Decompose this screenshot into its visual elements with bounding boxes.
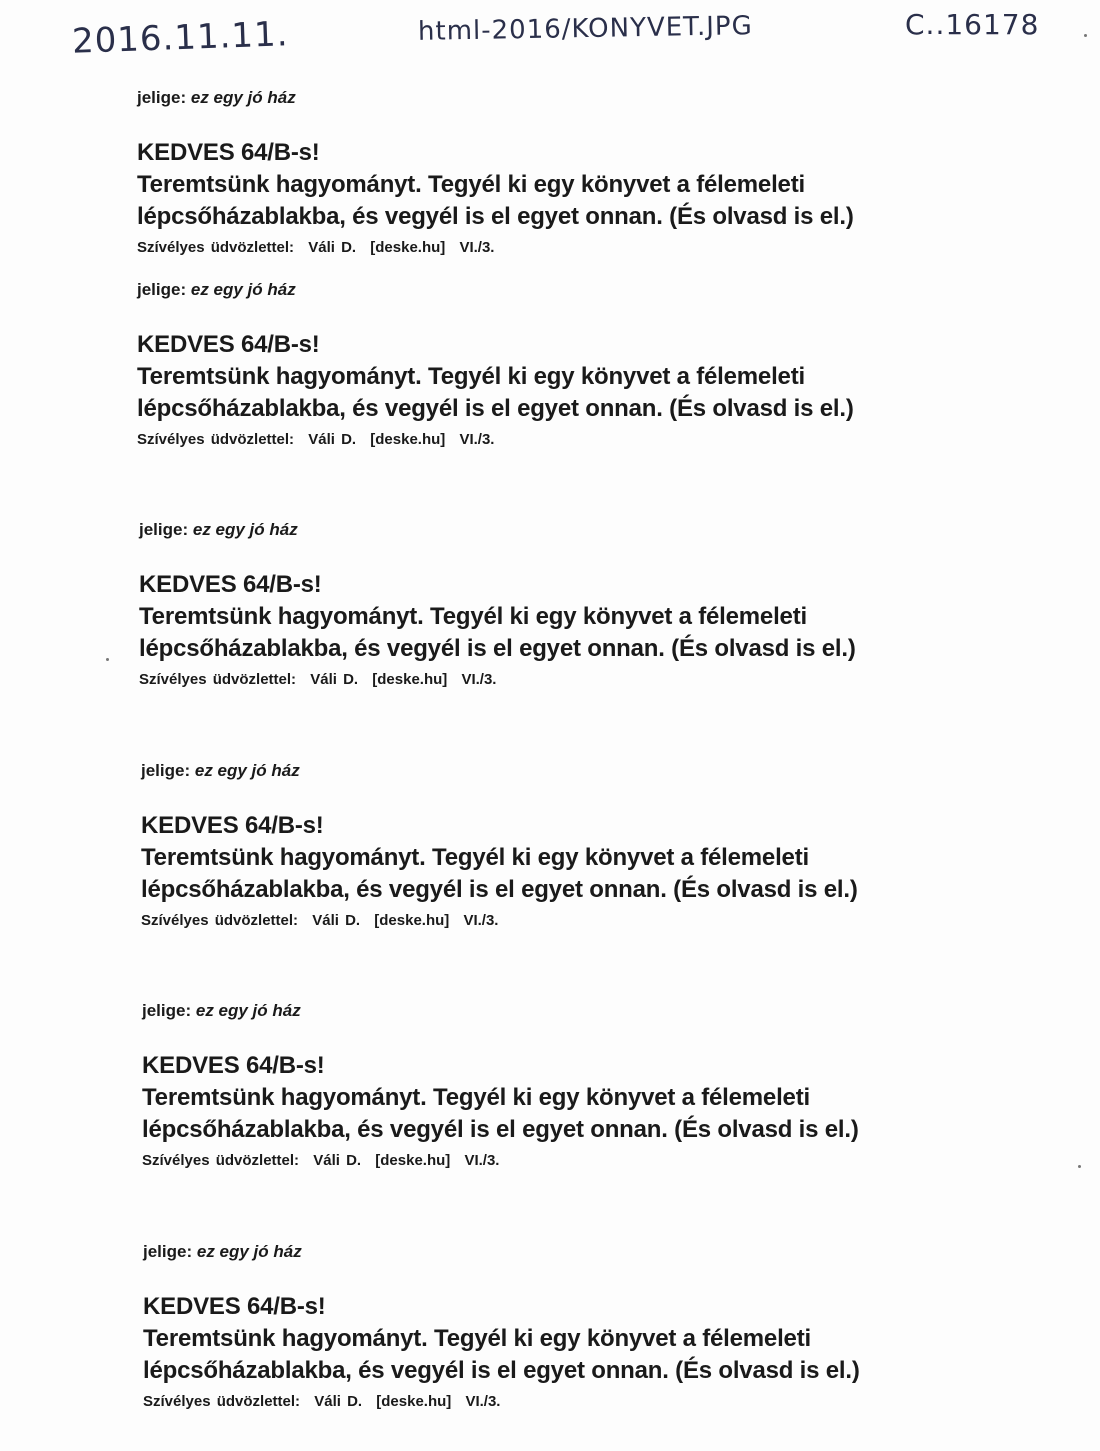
signature-address: VI./3. [463, 912, 499, 929]
body-line-2: lépcsőházablakba, és vegyél is el egyet onnan. (És olvasd is el.) [143, 1357, 860, 1384]
body-line-1: Teremtsünk hagyományt. Tegyél ki egy könyvet a félemeleti [139, 603, 807, 630]
motto-value: ez egy jó ház [192, 520, 298, 539]
motto-line [139, 520, 899, 542]
notice-block [142, 1001, 902, 1172]
notice-block [139, 520, 899, 691]
greeting: KEDVES 64/B-s! [143, 1293, 326, 1320]
body-line-1: Teremtsünk hagyományt. Tegyél ki egy könyvet a félemeleti [137, 363, 805, 390]
motto-label: jelige: [137, 88, 187, 107]
signature-line [137, 237, 897, 259]
handwritten-filename: html-2016/KONYVET.JPG [417, 11, 753, 47]
body-line-1: Teremtsünk hagyományt. Tegyél ki egy könyvet a félemeleti [141, 844, 809, 871]
greeting: KEDVES 64/B-s! [137, 331, 320, 358]
motto-line [141, 761, 901, 783]
signature-line [137, 429, 897, 451]
signature-line [139, 669, 899, 691]
signature-label: Szívélyes üdvözlettel: [142, 1152, 300, 1169]
motto-value: ez egy jó ház [195, 1001, 301, 1020]
scan-speck [106, 658, 109, 661]
signature-site: [deske.hu] [370, 239, 446, 256]
signature-label: Szívélyes üdvözlettel: [137, 431, 295, 448]
signature-address: VI./3. [459, 239, 495, 256]
motto-value: ez egy jó ház [190, 280, 296, 299]
body-line-1: Teremtsünk hagyományt. Tegyél ki egy könyvet a félemeleti [143, 1325, 811, 1352]
greeting: KEDVES 64/B-s! [142, 1052, 325, 1079]
greeting: KEDVES 64/B-s! [137, 139, 320, 166]
motto-label: jelige: [137, 280, 187, 299]
signature-label: Szívélyes üdvözlettel: [141, 912, 299, 929]
greeting: KEDVES 64/B-s! [141, 812, 324, 839]
scan-speck [1078, 1165, 1081, 1168]
signature-name: Váli D. [310, 671, 359, 688]
motto-value: ez egy jó ház [190, 88, 296, 107]
signature-site: [deske.hu] [370, 431, 446, 448]
motto-line [143, 1242, 903, 1264]
signature-site: [deske.hu] [372, 671, 448, 688]
notice-block [137, 88, 897, 259]
notice-block [143, 1242, 903, 1413]
notice-block [141, 761, 901, 932]
signature-address: VI./3. [459, 431, 495, 448]
signature-label: Szívélyes üdvözlettel: [143, 1393, 301, 1410]
signature-site: [deske.hu] [376, 1393, 452, 1410]
signature-site: [deske.hu] [374, 912, 450, 929]
body-line-2: lépcsőházablakba, és vegyél is el egyet onnan. (És olvasd is el.) [137, 203, 854, 230]
notice-block [137, 280, 897, 451]
handwritten-date: 2016.11.11. [71, 14, 290, 62]
signature-label: Szívélyes üdvözlettel: [137, 239, 295, 256]
signature-address: VI./3. [461, 671, 497, 688]
body-line-2: lépcsőházablakba, és vegyél is el egyet onnan. (És olvasd is el.) [137, 395, 854, 422]
body-line-2: lépcsőházablakba, és vegyél is el egyet onnan. (És olvasd is el.) [139, 635, 856, 662]
signature-name: Váli D. [312, 912, 361, 929]
signature-name: Váli D. [313, 1152, 362, 1169]
motto-value: ez egy jó ház [194, 761, 300, 780]
motto-line [137, 280, 897, 302]
motto-label: jelige: [143, 1242, 193, 1261]
motto-label: jelige: [141, 761, 191, 780]
signature-site: [deske.hu] [375, 1152, 451, 1169]
signature-name: Váli D. [314, 1393, 363, 1410]
handwritten-code: C..16178 [905, 8, 1040, 41]
body-line-1: Teremtsünk hagyományt. Tegyél ki egy könyvet a félemeleti [142, 1084, 810, 1111]
scan-speck [1084, 34, 1087, 37]
signature-address: VI./3. [464, 1152, 500, 1169]
greeting: KEDVES 64/B-s! [139, 571, 322, 598]
signature-line [141, 910, 901, 932]
body-line-2: lépcsőházablakba, és vegyél is el egyet onnan. (És olvasd is el.) [142, 1116, 859, 1143]
body-line-2: lépcsőházablakba, és vegyél is el egyet onnan. (És olvasd is el.) [141, 876, 858, 903]
motto-line [142, 1001, 902, 1023]
signature-address: VI./3. [465, 1393, 501, 1410]
signature-label: Szívélyes üdvözlettel: [139, 671, 297, 688]
signature-line [143, 1391, 903, 1413]
motto-label: jelige: [142, 1001, 192, 1020]
motto-value: ez egy jó ház [196, 1242, 302, 1261]
signature-line [142, 1150, 902, 1172]
signature-name: Váli D. [308, 239, 357, 256]
body-line-1: Teremtsünk hagyományt. Tegyél ki egy könyvet a félemeleti [137, 171, 805, 198]
motto-label: jelige: [139, 520, 189, 539]
motto-line [137, 88, 897, 110]
signature-name: Váli D. [308, 431, 357, 448]
